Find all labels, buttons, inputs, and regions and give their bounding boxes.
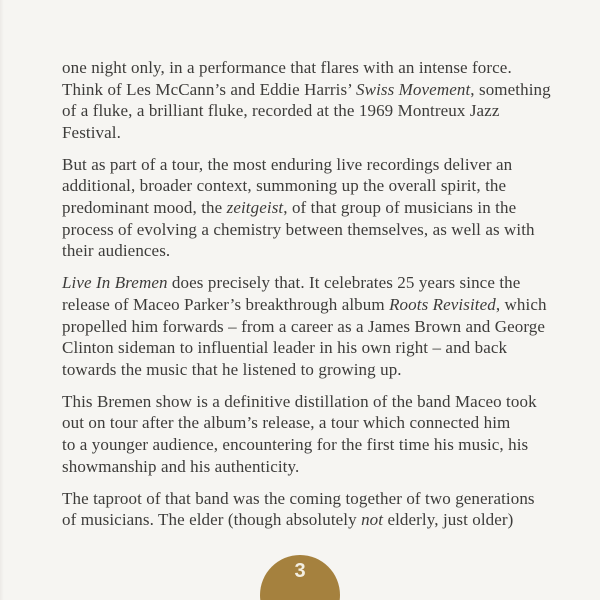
text-segment: , of that group of musicians in the	[283, 198, 517, 218]
text-line	[62, 337, 552, 359]
text-segment: does precisely that. It celebrates 25 years since the	[167, 273, 521, 293]
text-segment: of a fluke, a brilliant fluke, recorded at the 1969 Montreux Jazz	[62, 101, 500, 121]
page-number: 3	[294, 560, 306, 582]
text-segment: Think of Les McCann’s and Eddie Harris’	[62, 79, 357, 99]
text-segment: release of Maceo Parker’s breakthrough album	[62, 294, 390, 314]
text-segment: propelled him forwards – from a career as a James Brown and George	[62, 316, 546, 336]
scan-edge-shading	[0, 0, 4, 600]
text-segment: process of evolving a chemistry between themselves, as well as with	[62, 219, 535, 239]
text-segment: of musicians. The elder (though absolutely	[62, 510, 362, 530]
text-line	[62, 412, 552, 434]
paragraph-2	[62, 154, 552, 262]
text-segment: one night only, in a performance that flares with an intense force.	[62, 58, 512, 77]
text-segment: out on tour after the album’s release, a tour which connected him	[62, 413, 511, 433]
text-line	[62, 359, 552, 381]
liner-notes-text	[62, 57, 552, 541]
text-segment: elderly, just older)	[383, 510, 514, 530]
paragraph-4	[62, 391, 552, 477]
italic-text-segment: Live In Bremen	[62, 273, 168, 293]
text-line	[62, 488, 552, 510]
text-line	[62, 240, 552, 262]
paragraph-5	[62, 488, 552, 531]
text-line	[62, 316, 552, 338]
text-segment: to a younger audience, encountering for the first time his music, his	[62, 435, 529, 454]
text-segment: showmanship and his authenticity.	[62, 456, 300, 476]
text-line	[62, 197, 552, 219]
page-number-badge	[260, 555, 340, 600]
text-line	[62, 175, 552, 197]
paragraph-1	[62, 57, 552, 143]
paragraph-3	[62, 272, 552, 380]
text-line	[62, 434, 552, 456]
text-line	[62, 294, 552, 316]
text-line	[62, 79, 552, 101]
text-segment: towards the music that he listened to growing up.	[62, 359, 402, 379]
italic-text-segment: not	[361, 510, 384, 530]
text-line	[62, 509, 552, 531]
text-line	[62, 456, 552, 478]
text-segment: their audiences.	[62, 241, 171, 261]
italic-text-segment: Swiss Movement	[356, 79, 471, 99]
text-line	[62, 122, 552, 144]
text-line	[62, 219, 552, 241]
text-segment: predominant mood, the	[62, 198, 227, 218]
text-segment: additional, broader context, summoning up the overall spirit, the	[62, 176, 507, 196]
text-line	[62, 154, 552, 176]
text-segment: , which	[495, 294, 547, 314]
text-line	[62, 272, 552, 294]
text-segment: The taproot of that band was the coming together of two generations	[62, 488, 535, 508]
italic-text-segment: zeitgeist	[226, 198, 284, 218]
text-line	[62, 391, 552, 413]
text-line	[62, 57, 552, 79]
text-line	[62, 100, 552, 122]
italic-text-segment: Roots Revisited	[389, 294, 496, 314]
text-segment: Clinton sideman to influential leader in his own right – and back	[62, 338, 508, 358]
text-segment: But as part of a tour, the most enduring live recordings deliver an	[62, 154, 513, 174]
text-segment: Festival.	[62, 122, 121, 142]
text-segment: , something	[470, 79, 551, 99]
text-segment: This Bremen show is a definitive distillation of the band Maceo took	[62, 391, 537, 411]
